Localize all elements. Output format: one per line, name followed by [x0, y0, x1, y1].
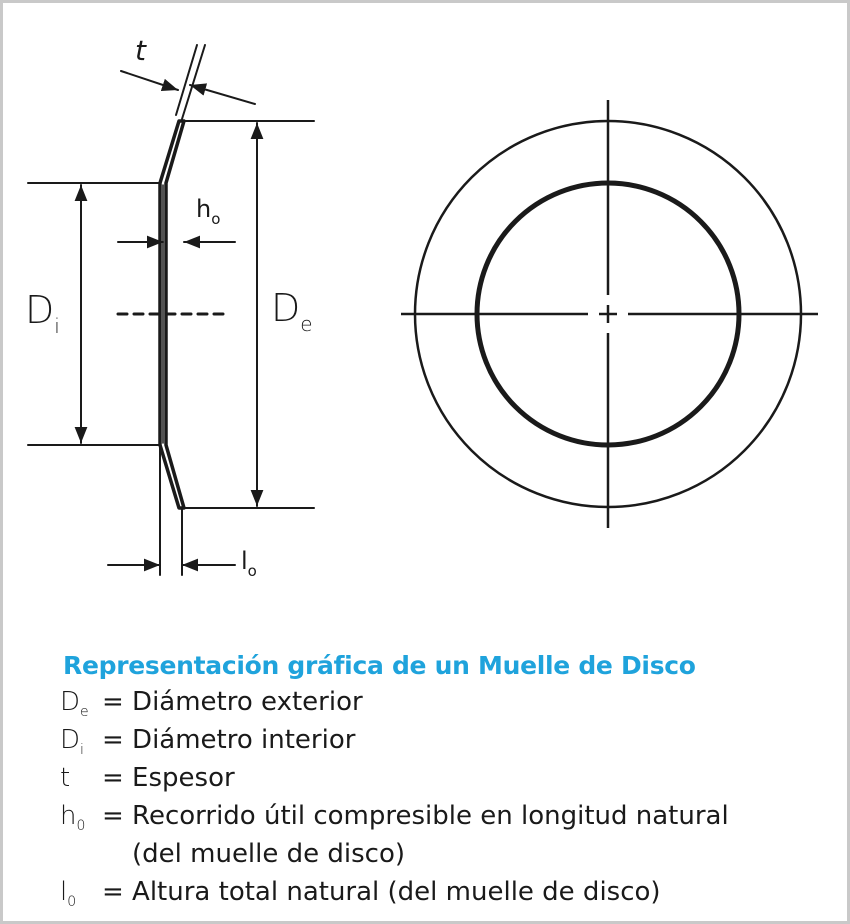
- legend-symbol: $D_i$: [60, 725, 84, 758]
- label-lo: $l_o$: [241, 547, 257, 580]
- t-arrow-right: [190, 85, 255, 104]
- legend-item-l0: [60, 873, 840, 911]
- legend-description: = Altura total natural (del muelle de disco): [102, 877, 661, 907]
- legend: [60, 651, 840, 911]
- label-de: $D_e$: [271, 286, 313, 336]
- legend-item-de: [60, 683, 840, 721]
- legend-description: = Diámetro interior: [102, 725, 356, 755]
- legend-symbol: $h_0$: [60, 801, 86, 834]
- label-t: t: [135, 34, 146, 67]
- legend-item-h0-continuation: [60, 835, 840, 873]
- front-view: [401, 100, 818, 528]
- legend-description-continued: (del muelle de disco): [132, 839, 406, 869]
- side-view-labels: [25, 34, 313, 580]
- legend-item-t: [60, 759, 840, 797]
- legend-item-di: [60, 721, 840, 759]
- legend-item-h0: [60, 797, 840, 835]
- label-di: $D_i$: [25, 288, 60, 338]
- label-ho: $h_o$: [196, 195, 221, 228]
- legend-symbol: $D_e$: [60, 687, 89, 720]
- center-cross: [401, 100, 818, 528]
- legend-symbol: $l_0$: [60, 877, 77, 910]
- legend-symbol: t: [60, 763, 71, 793]
- legend-description: = Espesor: [102, 763, 235, 793]
- t-arrow-left: [121, 71, 178, 90]
- legend-title: Representación gráfica de un Muelle de Disco: [63, 651, 696, 680]
- legend-description: = Recorrido útil compresible en longitud natural: [102, 801, 729, 831]
- legend-description: = Diámetro exterior: [102, 687, 363, 717]
